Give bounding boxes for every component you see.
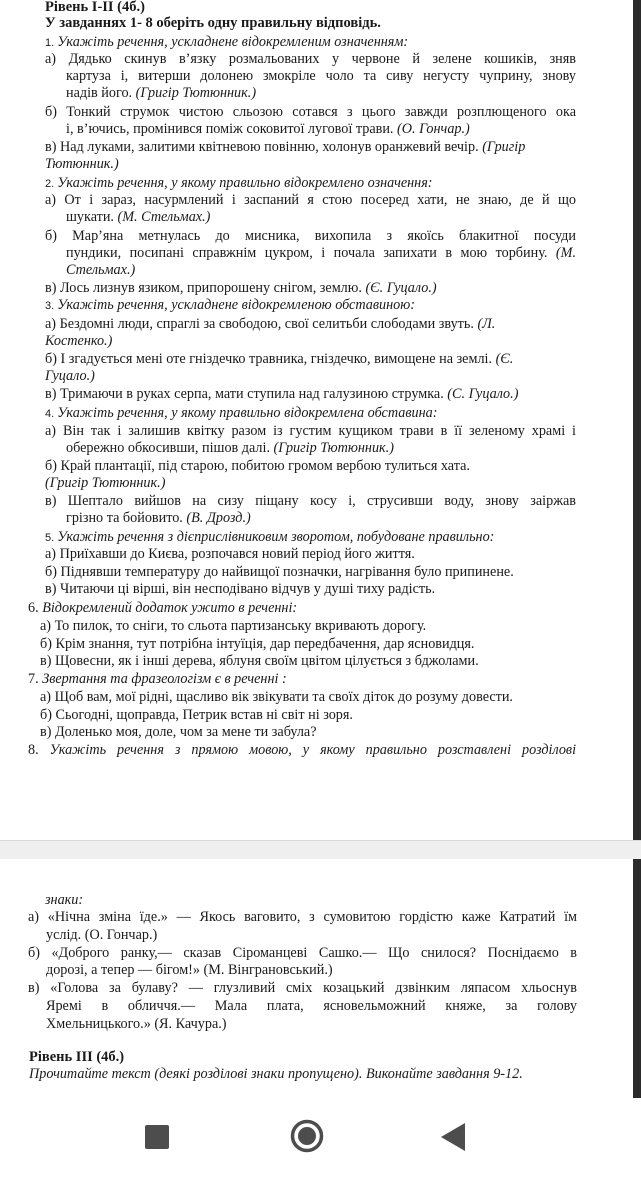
question-number: 4. bbox=[45, 408, 58, 420]
line-text: в) Над луками, залитими квітневою повінню, холонув оранжевий вечір. bbox=[45, 139, 483, 155]
text-line bbox=[45, 351, 513, 368]
text-line bbox=[28, 980, 577, 997]
text-line bbox=[66, 262, 135, 279]
line-text: в) «Голова за булаву? — глузливий сміх козацький дзвінким ляпасом хльоснув bbox=[28, 980, 577, 996]
italic-text: (Григір Тютюнник.) bbox=[45, 475, 166, 491]
text-line bbox=[28, 909, 577, 926]
home-circle-icon[interactable] bbox=[290, 1119, 324, 1153]
text-line bbox=[45, 51, 576, 68]
italic-text: (В. Дрозд.) bbox=[186, 510, 251, 526]
line-text: в) Шептало вийшов на сизу піщану косу і, струсивши воду, знову заіржав bbox=[45, 493, 576, 509]
line-text: надів його. bbox=[66, 85, 136, 101]
text-line bbox=[46, 998, 577, 1015]
italic-text: Стельмах.) bbox=[66, 262, 136, 278]
text-line bbox=[45, 297, 415, 315]
text-line bbox=[46, 1016, 227, 1033]
page-edge bbox=[633, 0, 641, 840]
text-line bbox=[45, 139, 525, 156]
italic-text: Гуцало.) bbox=[45, 368, 95, 384]
text-line bbox=[46, 927, 157, 944]
text-line bbox=[45, 280, 437, 297]
text-line bbox=[66, 209, 210, 226]
line-text: 6. bbox=[28, 600, 43, 616]
line-text: а) Приїхавши до Києва, розпочався новий період його життя. bbox=[45, 546, 415, 562]
line-text: картуза і, витерши долонею змокріле чоло та сиву негусту чуприну, знову bbox=[66, 68, 576, 84]
level-header: Рівень І-ІІ (4б.) bbox=[45, 0, 145, 15]
text-line bbox=[45, 458, 470, 475]
text-line bbox=[45, 316, 495, 333]
italic-text: (Є. Гуцало.) bbox=[365, 280, 437, 296]
italic-text: Костенко.) bbox=[45, 333, 113, 349]
text-line bbox=[66, 121, 470, 138]
line-text: і, в’ючись, промінився поміж соковитої лугової трави. bbox=[66, 121, 398, 137]
line-text: а) Він так і залишив квітку разом із густим кущиком трави в її зеленому храмі і bbox=[45, 423, 576, 439]
text-line bbox=[45, 228, 576, 245]
text-line bbox=[40, 636, 474, 653]
text-line bbox=[40, 724, 317, 741]
italic-text: (Григір Тютюнник.) bbox=[135, 85, 257, 101]
text-line bbox=[45, 493, 576, 510]
page-edge bbox=[633, 859, 641, 1098]
italic-text: (Є. bbox=[495, 351, 514, 367]
line-text: в) Щовесни, як і інші дерева, яблуня своїм цвітом цілується з бджолами. bbox=[40, 653, 479, 669]
line-text: б) Край плантації, під старою, побитою громом вербою тулиться хата. bbox=[45, 458, 470, 474]
italic-text: (Л. bbox=[477, 316, 496, 332]
line-text: Яремі в обличчя.— Мала плата, ясновельможний княже, за голову bbox=[46, 998, 577, 1014]
text-line bbox=[40, 618, 426, 635]
line-text: обережно обкосивши, пішов далі. bbox=[66, 440, 274, 456]
line-text: шукати. bbox=[66, 209, 118, 225]
text-line bbox=[45, 104, 576, 121]
italic-text: Тютюнник.) bbox=[45, 156, 119, 172]
question-number: 5. bbox=[45, 532, 58, 544]
italic-text: Укажіть речення, ускладнене відокремленим означенням: bbox=[57, 34, 409, 50]
line-text: а) От і зараз, насурмлений і заспаний я стою посеред хати, не знаю, де й що bbox=[45, 192, 576, 208]
italic-text: Укажіть речення, у якому правильно відокремлена обставина: bbox=[57, 405, 438, 421]
line-text: в) Лось лизнув язиком, припорошену снігом, землю. bbox=[45, 280, 366, 296]
text-line bbox=[45, 564, 514, 581]
line-text: а) То пилок, то сніги, то сльота партизанську вкривають дорогу. bbox=[40, 618, 427, 634]
line-text: в) Доленько моя, доле, чом за мене ти забула? bbox=[40, 724, 317, 740]
line-text: в) Читаючи ці вірші, він несподівано відчув у душі тиху радість. bbox=[45, 581, 436, 597]
line-text: услід. (О. Гончар.) bbox=[46, 927, 158, 943]
text-line bbox=[66, 68, 576, 85]
back-triangle-icon[interactable] bbox=[438, 1121, 468, 1153]
line-text: грізно та бойовито. bbox=[66, 510, 187, 526]
text-line bbox=[45, 475, 165, 492]
italic-text: Укажіть речення, у якому правильно відокремлено означення: bbox=[57, 175, 433, 191]
text-line bbox=[28, 945, 577, 962]
instruction: У завданнях 1- 8 оберіть одну правильну відповідь. bbox=[45, 15, 381, 31]
text-line bbox=[45, 892, 83, 909]
line-text: а) Щоб вам, мої рідні, щасливо вік звікувати та своїх діток до розуму довести. bbox=[40, 689, 513, 705]
line-text: 7. bbox=[28, 671, 43, 687]
text-line bbox=[28, 600, 297, 617]
level3-header: Рівень ІІІ (4б.) bbox=[29, 1049, 125, 1065]
text-line bbox=[45, 405, 437, 423]
line-text: Хмельницького.» (Я. Качура.) bbox=[46, 1016, 227, 1032]
line-text: а) Бездомні люди, спраглі за свободою, свої селитьби слободами звуть. bbox=[45, 316, 478, 332]
text-line bbox=[66, 245, 576, 262]
question-number: 3. bbox=[45, 300, 58, 312]
line-text: дорозі, а тепер — бігом!» (М. Вінграновський.) bbox=[46, 962, 333, 978]
line-text: б) Мар’яна метнулась до мисника, вихопила з якоїсь блакитної посуди bbox=[45, 228, 576, 244]
question-number: 2. bbox=[45, 178, 58, 190]
line-text: б) «Доброго ранку,— сказав Сіроманцеві Сашко.— Що снилося? Поснідаємо в bbox=[28, 945, 577, 961]
text-line bbox=[40, 653, 479, 670]
text-line bbox=[40, 689, 513, 706]
line-text: в) Тримаючи в руках серпа, мати ступила над галузиною струмка. bbox=[45, 386, 448, 402]
line-text: а) Дядько скинув в’язку розмальованих у червоне й зелене кошиків, зняв bbox=[45, 51, 576, 67]
line-text: 8. bbox=[28, 742, 50, 758]
italic-text: (М. bbox=[555, 245, 576, 261]
italic-text: Укажіть речення з дієприслівниковим зворотом, побудоване правильно: bbox=[57, 529, 495, 545]
text-line bbox=[45, 546, 415, 563]
text-line bbox=[45, 192, 576, 209]
text-line bbox=[45, 423, 576, 440]
line-text: пундики, посипані справжнім цукром, і почала запихати в мою торбину. bbox=[66, 245, 556, 261]
text-line bbox=[28, 742, 576, 759]
italic-text: Укажіть речення з прямою мовою, у якому правильно розставлені розділові bbox=[49, 742, 577, 758]
text-line bbox=[28, 671, 287, 688]
line-text: б) І згадується мені оте гніздечко травника, гніздечко, вимощене на землі. bbox=[45, 351, 496, 367]
italic-text: (Григір Тютюнник.) bbox=[273, 440, 394, 456]
italic-text: Звертання та фразеологізм є в реченні : bbox=[42, 671, 287, 687]
text-line bbox=[40, 707, 353, 724]
document-page-2 bbox=[0, 859, 641, 1099]
line-text: а) «Нічна зміна їде.» — Якось ваговито, з сумовитою гордістю каже Катратий їм bbox=[28, 909, 577, 925]
italic-text: (С. Гуцало.) bbox=[447, 386, 519, 402]
text-line bbox=[46, 962, 333, 979]
page-separator bbox=[0, 840, 641, 860]
text-line bbox=[45, 529, 494, 547]
italic-text: (О. Гончар.) bbox=[397, 121, 470, 137]
italic-text: Відокремлений додаток ужито в реченні: bbox=[42, 600, 298, 616]
text-line bbox=[66, 510, 251, 527]
italic-text: Укажіть речення, ускладнене відокремленою обставиною: bbox=[57, 297, 415, 313]
text-line bbox=[45, 34, 408, 52]
question-number: 1. bbox=[45, 37, 58, 49]
text-line bbox=[45, 368, 95, 385]
italic-text: знаки: bbox=[45, 892, 84, 908]
italic-text: (М. Стельмах.) bbox=[117, 209, 211, 225]
text-line bbox=[45, 156, 119, 173]
text-line bbox=[66, 85, 256, 102]
text-line bbox=[45, 333, 112, 350]
text-line bbox=[45, 581, 435, 598]
line-text: б) Сьогодні, щоправда, Петрик встав ні світ ні зоря. bbox=[40, 707, 353, 723]
level3-instruction: Прочитайте текст (деякі розділові знаки пропущено). Виконайте завдання 9-12. bbox=[29, 1066, 523, 1082]
line-text: б) Крім знання, тут потрібна інтуїція, дар передбачення, дар ясновидця. bbox=[40, 636, 475, 652]
italic-text: (Григір bbox=[482, 139, 526, 155]
line-text: б) Тонкий струмок чистою сльозою сотався з цього завжди розплющеного ока bbox=[45, 104, 576, 120]
text-line bbox=[45, 386, 518, 403]
text-line bbox=[66, 440, 394, 457]
line-text: б) Піднявши температуру до найвищої позначки, нагрівання було припинене. bbox=[45, 564, 514, 580]
square-icon[interactable] bbox=[145, 1125, 169, 1149]
text-line bbox=[45, 175, 433, 193]
